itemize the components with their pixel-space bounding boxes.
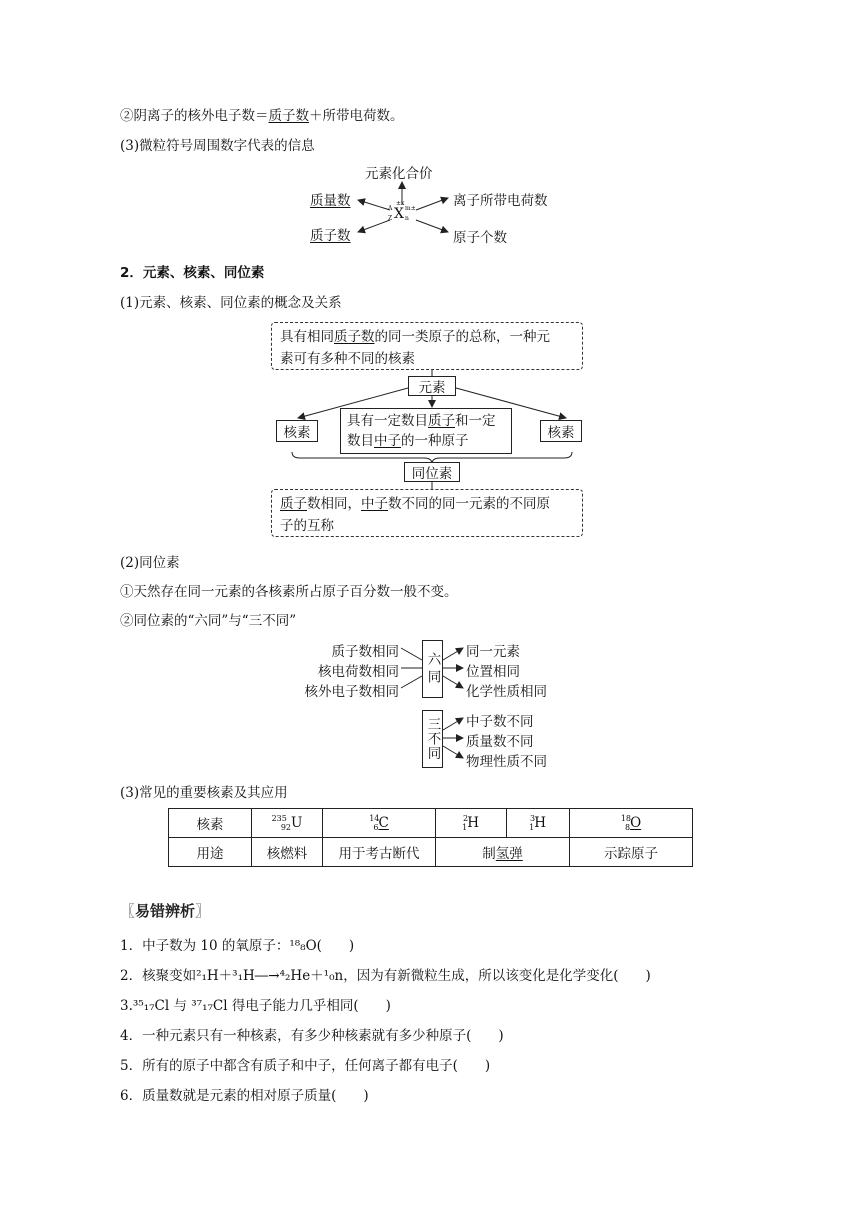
element-symbol: O [630,815,642,831]
text: 制 [482,846,496,862]
three-diff-right-1: 中子数不同 [466,714,534,730]
element-def-line2: 素可有多种不同的核素 [280,351,415,367]
nuclide-uses-heading: (3)常见的重要核素及其应用 [120,785,288,801]
mistakes-header [120,900,210,921]
text: 具有相同 [280,329,334,345]
symbol-sub-left: Z [388,215,393,222]
isotope-box: 同位素 [404,462,460,482]
six-same-box [422,640,443,698]
text-underlined: 质子数 [334,329,375,345]
element-symbol: C [378,815,389,831]
table-row [169,838,693,867]
label-valence: 元素化合价 [365,166,433,182]
isotope-point-2: ②同位素的“六同”与“三不同” [120,613,297,629]
six-same-left-2: 核电荷数相同 [318,664,399,680]
label-mass-number: 质量数 [310,193,351,209]
bracket-close-icon: 〗 [195,902,211,920]
nuclide-def-line2 [347,431,505,451]
element-symbol: H [467,815,479,831]
isotope-point-1: ①天然存在同一元素的各核素所占原子百分数一般不变。 [120,584,458,600]
mistake-item-3: 3.³⁵₁₇Cl 与 ³⁷₁₇Cl 得电子能力几乎相同( ) [120,998,391,1014]
symbol-sup-right: m± [405,205,416,212]
text: 数相同， [307,496,361,512]
table-cell-use: 用于考古断代 [323,838,436,867]
atomic-number: 8 [625,823,631,832]
six-same-right-3: 化学性质相同 [466,684,547,700]
rule-prefix: ②阴离子的核外电子数＝ [120,108,269,124]
mass-number: 14 [369,814,380,823]
text: 数不同的同一元素的不同原 [388,496,550,512]
label-atom-count: 原子个数 [453,230,507,246]
mass-number: 18 [620,814,631,823]
element-definition-box [271,322,583,370]
subsection-heading: (1)元素、核素、同位素的概念及关系 [120,295,342,311]
table-cell-use: 核燃料 [252,838,323,867]
table-cell-o18 [570,809,693,838]
six-same-left-3: 核外电子数相同 [304,684,399,700]
three-diff-right-2: 质量数不同 [466,734,534,750]
isotope-def-line1 [280,493,574,515]
bracket-open-icon: 〖 [120,902,136,920]
text: 的同一类原子的总称，一种元 [374,329,550,345]
table-cell-h2 [436,809,507,838]
isotope-subheading: (2)同位素 [120,555,180,571]
text: 和一定 [455,413,496,429]
mass-number: 3 [530,814,536,823]
text-underlined: 中子 [374,433,401,449]
text-underlined: 质子 [280,496,307,512]
three-diff-right-3: 物理性质不同 [466,754,547,770]
six-same-right-1: 同一元素 [466,644,520,660]
table-cell-use: 示踪原子 [570,838,693,867]
mistake-item-1: 1．中子数为 10 的氧原子：¹⁸₈O( ) [120,938,355,954]
mass-number: 235 [271,814,287,823]
mass-number: 2 [463,814,469,823]
symbol-center: X [394,206,404,222]
nuclide-definition-box [340,408,512,454]
six-same-label: 六同 [424,651,441,687]
symbol-sup-left: A [388,205,393,212]
nuclide-table [168,808,693,867]
six-same-right-2: 位置相同 [466,664,520,680]
table-cell-u235 [252,809,323,838]
element-symbol: H [534,815,546,831]
mistake-item-6: 6．质量数就是元素的相对原子质量( ) [120,1088,369,1104]
symbol-sup-top: ±x [396,200,405,207]
text: 具有一定数目 [347,413,428,429]
label-ion-charge: 离子所带电荷数 [453,193,548,209]
atomic-number: 92 [280,823,292,832]
text-underlined: 氢弹 [495,846,523,862]
nuclide-box-left: 核素 [276,420,318,442]
element-def-line1 [280,326,574,348]
mistake-item-2: 2．核聚变如²₁H＋³₁H―→⁴₂He＋¹₀n，因为有新微粒生成，所以该变化是化学变化( ) [120,968,651,984]
three-diff-label: 三不同 [424,717,441,761]
element-symbol: U [291,815,303,831]
table-cell-c14 [323,809,436,838]
nuclide-symbol [386,200,426,228]
text: 的一种原子 [401,433,469,449]
nuclide-def-line1 [347,411,505,431]
atomic-number: 1 [462,823,468,832]
element-box: 元素 [408,376,456,396]
text-underlined: 中子 [361,496,388,512]
rule-underlined: 质子数 [268,108,309,124]
table-row [169,809,693,838]
mistake-item-5: 5．所有的原子中都含有质子和中子，任何离子都有电子( ) [120,1058,491,1074]
mistakes-header-label: 易错辨析 [135,902,196,920]
three-diff-box [422,710,443,768]
isotope-def-line2: 子的互称 [280,518,334,534]
symbol-sub-right: n [405,215,409,222]
label-proton-number: 质子数 [310,228,351,244]
rule-suffix: ＋所带电荷数。 [309,108,404,124]
section-title: 2．元素、核素、同位素 [120,265,265,281]
table-cell-h3 [507,809,570,838]
table-cell-label: 用途 [169,838,252,867]
text-underlined: 质子 [428,413,455,429]
isotope-definition-box [271,489,583,537]
text: 数目 [347,433,374,449]
nuclide-box-right: 核素 [540,420,582,442]
table-cell-use [436,838,570,867]
atomic-number: 6 [373,823,379,832]
table-cell-label: 核素 [169,809,252,838]
six-same-left-1: 质子数相同 [331,644,399,660]
symbol-info-heading: (3)微粒符号周围数字代表的信息 [120,138,315,154]
atomic-number: 1 [529,823,535,832]
mistake-item-4: 4．一种元素只有一种核素，有多少种核素就有多少种原子( ) [120,1028,504,1044]
